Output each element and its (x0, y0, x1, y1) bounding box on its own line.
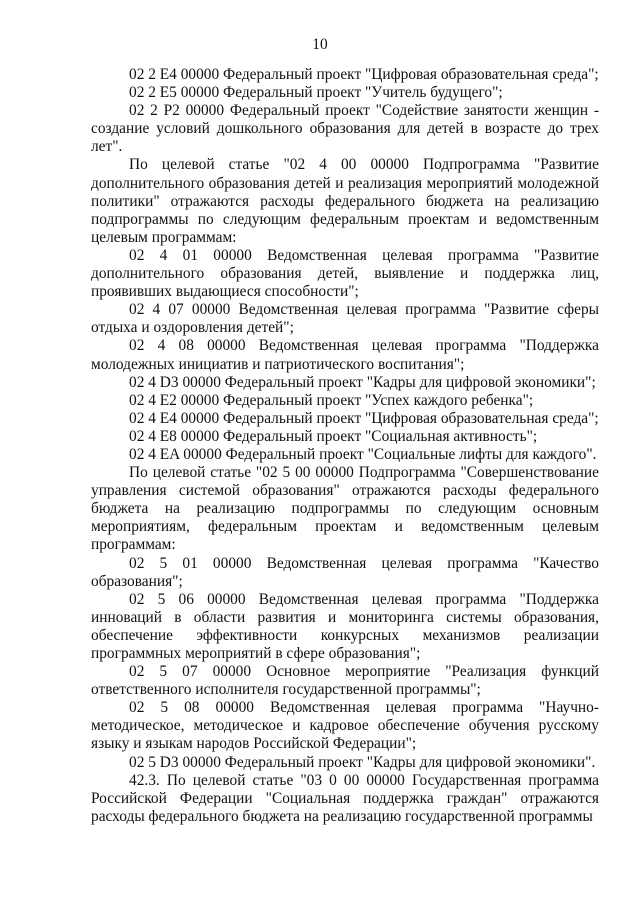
paragraph: 02 2 P2 00000 Федеральный проект "Содействие занятости женщин - создание условий дошкольного образования для детей в возрасте до трех лет". (91, 102, 599, 156)
paragraph: 02 2 E5 00000 Федеральный проект "Учитель будущего"; (129, 84, 503, 102)
paragraph: 02 5 07 00000 Основное мероприятие "Реализация функций ответственного исполнителя государственной программы"; (91, 663, 599, 699)
paragraph: 02 4 E4 00000 Федеральный проект "Цифровая образовательная среда"; (129, 409, 599, 427)
paragraph: 02 4 08 00000 Ведомственная целевая программа "Поддержка молодежных инициатив и патриотического воспитания"; (91, 337, 599, 373)
paragraph: 02 4 07 00000 Ведомственная целевая программа "Развитие сферы отдыха и оздоровления детей"; (91, 301, 599, 337)
paragraph: По целевой статье "02 5 00 00000 Подпрограмма "Совершенствование управления системой образования" отражаются расходы федерального бюджета на реализацию подпрограммы по следующим основным мероприятиям, федеральным проектам и ведомственным целевым программам: (91, 464, 599, 554)
paragraph: 02 5 01 00000 Ведомственная целевая программа "Качество образования"; (91, 554, 599, 590)
paragraph: 02 5 06 00000 Ведомственная целевая программа "Поддержка инноваций в области развития и мониторинга системы образования, обеспечение эффективности конкурсных механизмов реализации программных мероприятий в сфере образования"; (91, 590, 599, 662)
paragraph: 02 4 E2 00000 Федеральный проект "Успех каждого ребенка"; (129, 391, 534, 409)
paragraph: 02 5 08 00000 Ведомственная целевая программа "Научно-методическое, методическое и кадровое обеспечение обучения русскому языку и языкам народов Российской Федерации"; (91, 699, 599, 753)
paragraph: 02 5 D3 00000 Федеральный проект "Кадры для цифровой экономики". (129, 753, 596, 771)
paragraph: 02 4 D3 00000 Федеральный проект "Кадры для цифровой экономики"; (129, 373, 596, 391)
page-number: 10 (312, 36, 328, 53)
paragraph: 02 2 E4 00000 Федеральный проект "Цифровая образовательная среда"; (129, 66, 599, 83)
paragraph: По целевой статье "02 4 00 00000 Подпрограмма "Развитие дополнительного образования детей и реализация мероприятий молодежной политики" отражаются расходы федерального бюджета на реализацию подпрограммы по следующим федеральным проектам и ведомственным целевым программам: (91, 156, 599, 246)
paragraph: 02 4 EA 00000 Федеральный проект "Социальные лифты для каждого". (129, 445, 597, 463)
paragraph: 02 4 01 00000 Ведомственная целевая программа "Развитие дополнительного образования детей, выявление и поддержка лиц, проявивших выдающиеся способности"; (91, 246, 599, 301)
paragraph: 02 4 E8 00000 Федеральный проект "Социальная активность"; (129, 427, 538, 445)
document-body (91, 66, 599, 826)
paragraph: 42.3. По целевой статье "03 0 00 00000 Государственная программа Российской Федерации "Социальная поддержка граждан" отражаются расходы федерального бюджета на реализацию государственной программы (91, 771, 599, 825)
